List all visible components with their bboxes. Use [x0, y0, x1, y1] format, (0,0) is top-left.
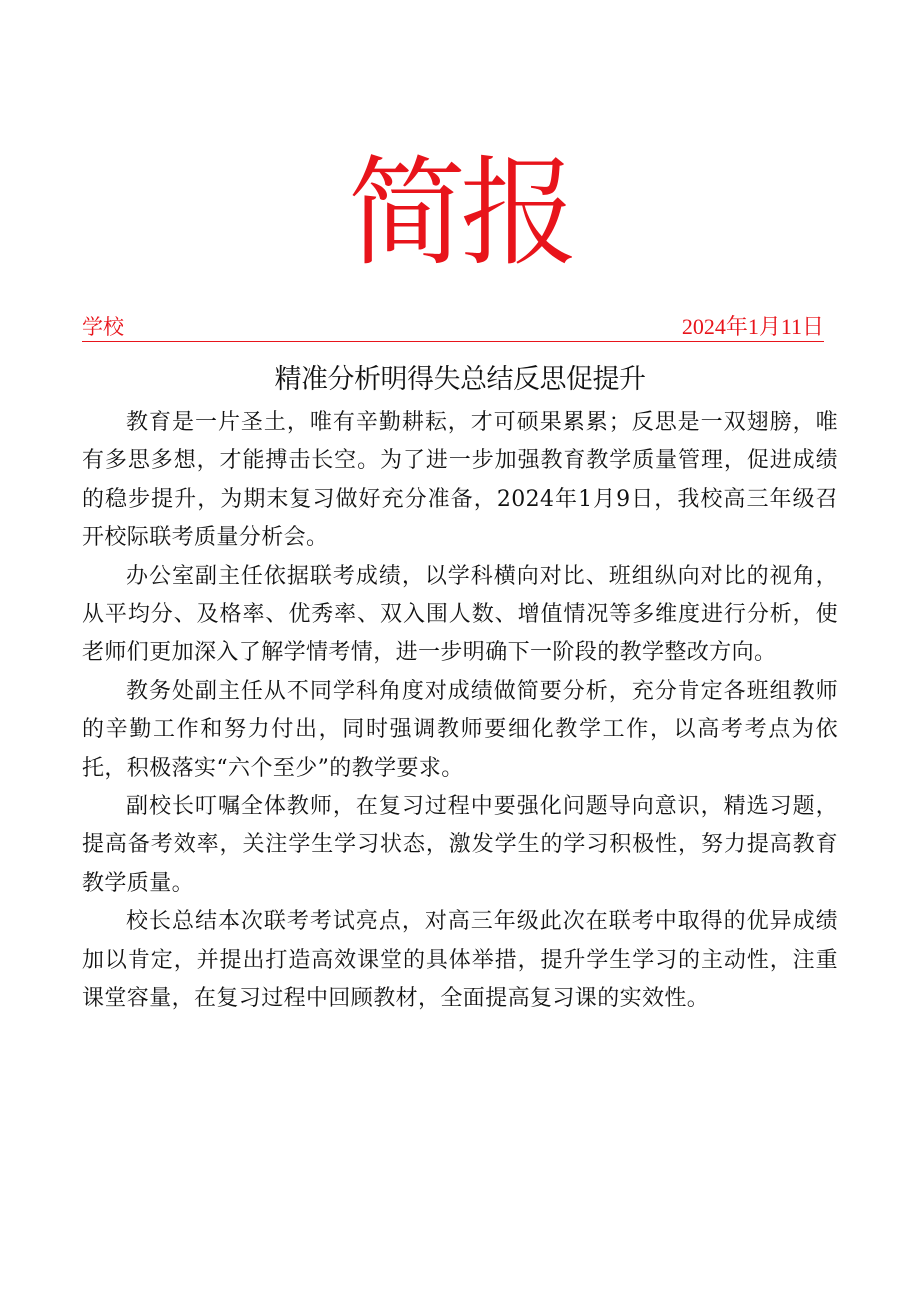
- paragraph-office: 办公室副主任依据联考成绩，以学科横向对比、班组纵向对比的视角，从平均分、及格率、优秀率、双入围人数、增值情况等多维度进行分析，使老师们更加深入了解学情考情，进一步明确下一阶段的教学整改方向。: [82, 563, 838, 666]
- issue-date: 2024年1月11日: [681, 314, 824, 339]
- issuer-name: 学校: [82, 315, 124, 339]
- paragraph-vice-principal: 副校长叮嘱全体教师，在复习过程中要强化问题导向意识，精选习题，提高备考效率，关注学生学习状态，激发学生的学习积极性，努力提高教育教学质量。: [82, 794, 838, 896]
- article-body: [82, 404, 838, 1019]
- paragraph-intro: 教育是一片圣土，唯有辛勤耕耘，才可硕果累累；反思是一双翅膀，唯有多思多想，才能搏击长空。为了进一步加强教育教学质量管理，促进成绩的稳步提升，为期末复习做好充分准备，2024年1月9日，我校高三年级召开校际联考质量分析会。: [82, 410, 838, 551]
- article-title: 精准分析明得失总结反思促提升: [274, 364, 646, 395]
- issue-line: [82, 313, 824, 342]
- masthead-title: 简报: [347, 144, 572, 282]
- paragraph-principal: 校长总结本次联考考试亮点，对高三年级此次在联考中取得的优异成绩加以肯定，并提出打造高效课堂的具体举措，提升学生学习的主动性，注重课堂容量，在复习过程中回顾教材，全面提高复习课的实效性。: [82, 909, 838, 1012]
- paragraph-academic-affairs: 教务处副主任从不同学科角度对成绩做简要分析，充分肯定各班组教师的辛勤工作和努力付出，同时强调教师要细化教学工作，以高考考点为依托，积极落实“六个至少”的教学要求。: [82, 678, 838, 781]
